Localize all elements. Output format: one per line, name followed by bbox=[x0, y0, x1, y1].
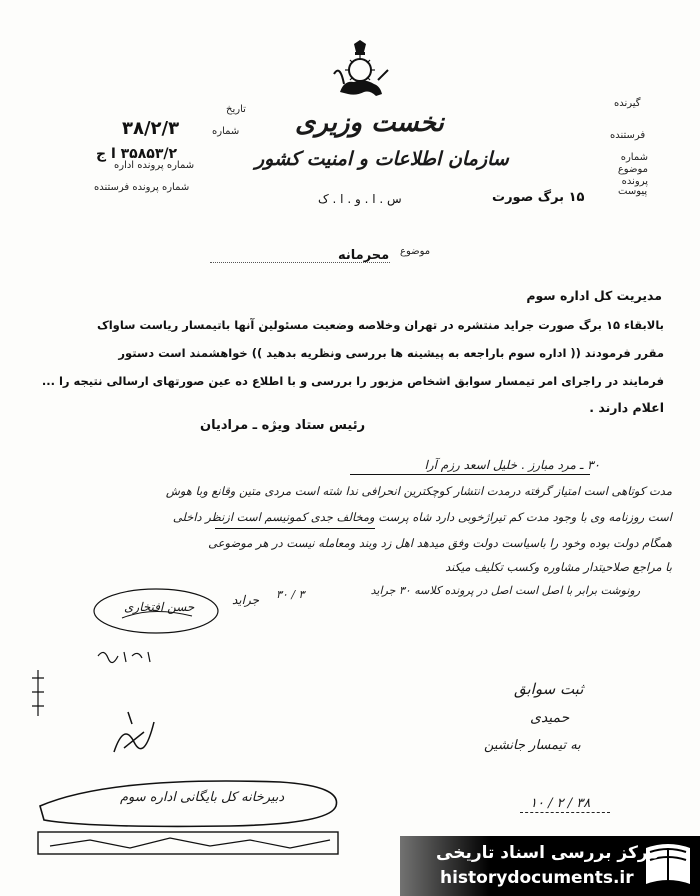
signatory-line: رئیس ستاد ویژه ـ مرادیان bbox=[200, 418, 366, 433]
class-label: جراید bbox=[232, 593, 260, 607]
paragraph-line-1: بالابقاء ۱۵ برگ صورت جراید منتشره در تهران وخلاصه وضعیت مسئولین آنها باتیمسار ریاست ساواک bbox=[96, 318, 664, 332]
attachment-value: ۱۵ برگ صورت bbox=[492, 190, 585, 205]
archive-stamp-icon bbox=[30, 776, 350, 856]
initials-scribble-icon bbox=[104, 702, 164, 762]
watermark-title: مرکز بررسی اسناد تاریخی bbox=[436, 843, 659, 863]
note-line-2-underline bbox=[215, 528, 375, 529]
signatory-name: حسن افتخاری bbox=[124, 600, 195, 614]
date-label: تاریخ bbox=[226, 104, 246, 115]
number-label: شماره bbox=[212, 126, 240, 137]
subject-label: موضوع bbox=[400, 246, 431, 257]
subject-number-label: شماره موضوع پرونده bbox=[617, 152, 648, 187]
attachment-label: پیوست bbox=[618, 186, 648, 197]
note-line-5: رونوشت برابر با اصل است اصل در پرونده کلاسه ۳۰ جراید bbox=[370, 584, 640, 597]
subject-dotted-line bbox=[210, 262, 390, 263]
note-line-3: همگام دولت بوده وخود را باسیاست دولت وفق میدهد اهل زد وبند ومعامله نیست در هر موضوعی bbox=[208, 536, 672, 550]
note-line-4: با مراجع صلاحیتدار مشاوره وکسب تکلیف میکند bbox=[445, 560, 672, 574]
entry-title: ۳۰ ـ مرد مبارز . خلیل اسعد رزم آرا bbox=[424, 458, 600, 472]
org-heading-line1: نخست وزیری bbox=[295, 108, 444, 138]
handwritten-date-scribble-icon bbox=[96, 646, 156, 666]
date-value: ۳۸/۲/۳ bbox=[122, 118, 180, 139]
marginal-note-2: حمیدی bbox=[530, 710, 570, 726]
number-value: ۳۵۸۵۳/۲ ا ج bbox=[96, 146, 178, 162]
recipient-label: گیرنده bbox=[614, 98, 641, 109]
archive-stamp-text: دبیرخانه کل بایگانی اداره سوم bbox=[120, 790, 285, 805]
sender-label: فرستنده bbox=[610, 130, 646, 141]
marginal-note-3: به تیمسار جانشین bbox=[484, 738, 581, 753]
entry-underline bbox=[350, 474, 590, 475]
subject-value: محرمانه bbox=[338, 248, 390, 263]
sender-number-label: شماره پرونده فرستنده bbox=[94, 182, 190, 193]
org-heading-line2: سازمان اطلاعات و امنیت کشور bbox=[255, 148, 509, 170]
marginal-note-4: ۱۰ / ۲ / ۳۸ bbox=[530, 796, 591, 811]
lion-and-sun-emblem-icon bbox=[330, 40, 390, 102]
dept-number-label: شماره پرونده اداره bbox=[114, 160, 195, 171]
note-divider bbox=[520, 812, 610, 813]
org-code: س . ا . و . ا . ک bbox=[318, 192, 402, 206]
addressee: مدیریت کل اداره سوم bbox=[526, 288, 662, 303]
watermark-url: historydocuments.ir bbox=[440, 868, 634, 888]
class-fraction: ۳۰ / ۳ bbox=[276, 588, 305, 601]
note-line-1: مدت کوتاهی است امتیاز گرفته درمدت انتشار کوچکترین انحرافی ندا شته است مردی متین وقانع وبا هوش bbox=[165, 484, 672, 498]
margin-scribble-icon bbox=[28, 668, 48, 718]
paragraph-line-3: فرمایند در راجرای امر تیمسار سوابق اشخاص مزبور را بررسی و با اطلاع ده عین صورتهای ارسالی نتیجه را ... bbox=[41, 374, 664, 388]
paragraph-line-2: مقرر فرمودند (( اداره سوم باراجعه به پیشینه ها بررسی ونظریه بدهید )) خواهشمند است دستور bbox=[118, 346, 664, 360]
note-line-2: است روزنامه وی با وجود مدت کم تیراژخوبی دارد شاه پرست ومخالف جدی کمونیسم است ازنظر داخلی bbox=[172, 510, 672, 524]
marginal-note-1: ثبت سوابق bbox=[514, 680, 584, 698]
paragraph-line-4: اعلام دارند . bbox=[589, 400, 664, 415]
